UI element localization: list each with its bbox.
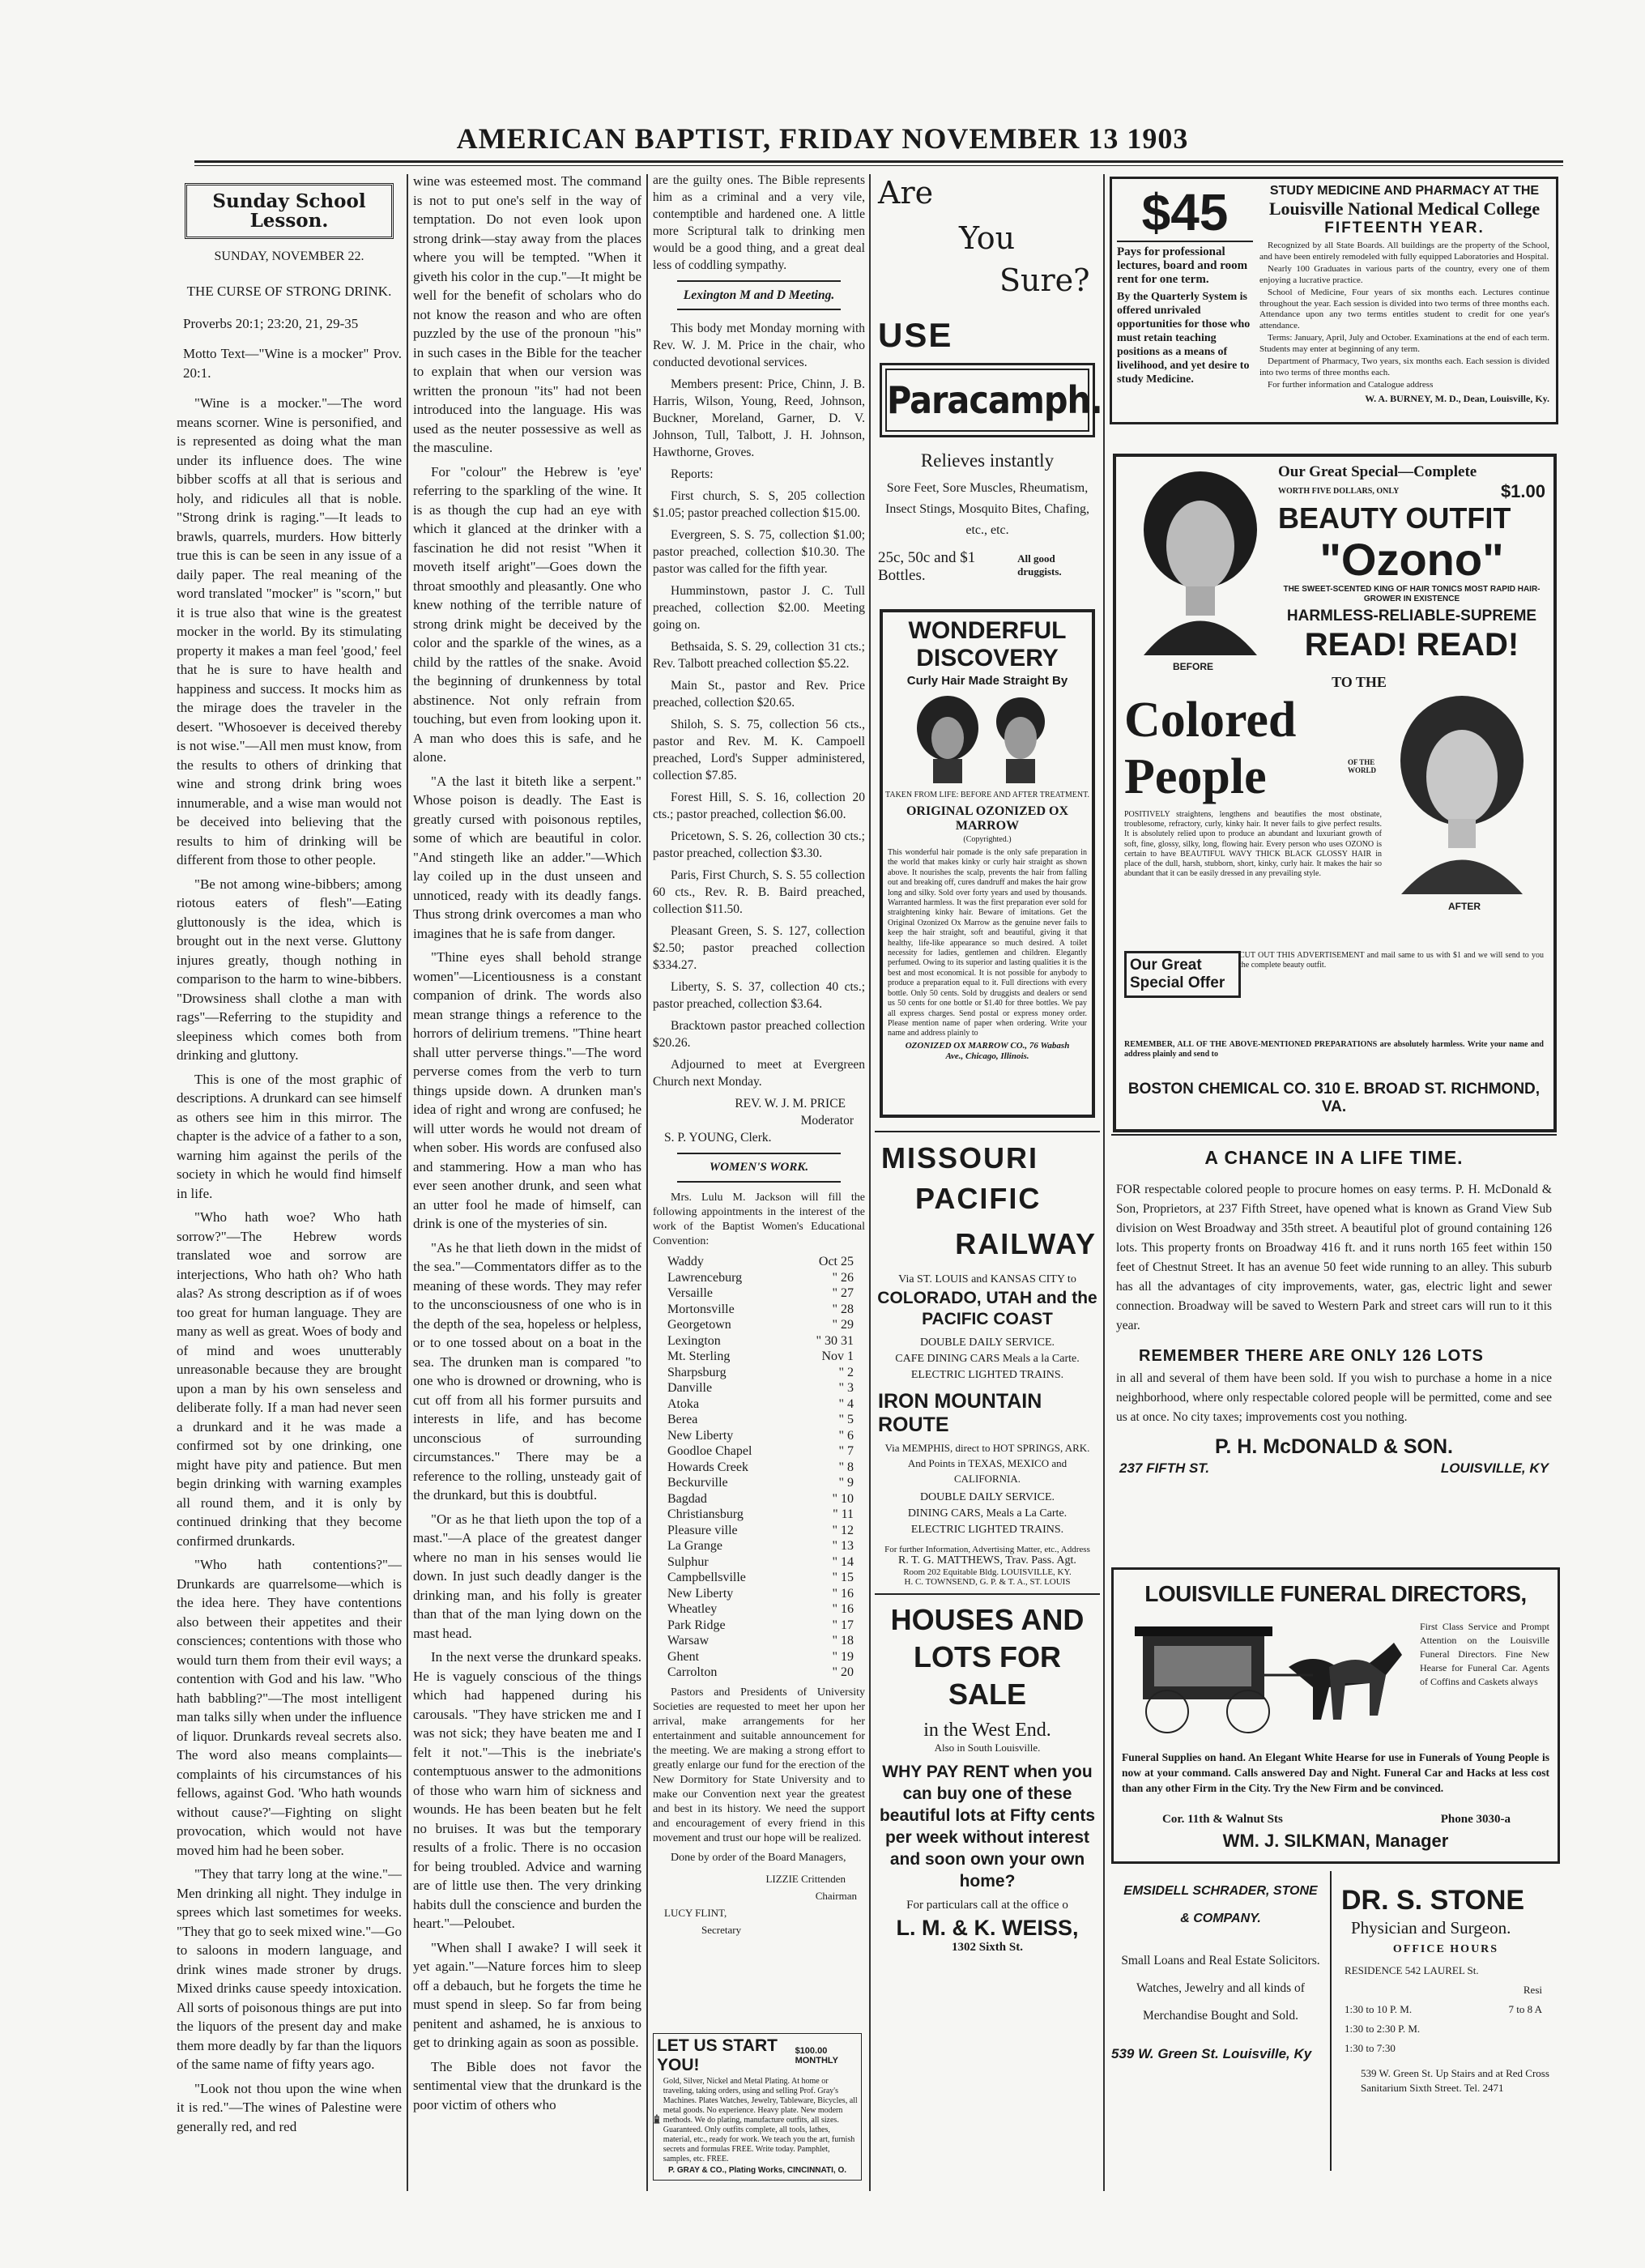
meeting-paragraph: Main St., pastor and Rev. Price preached, collection $20.65.: [653, 679, 865, 710]
mcdonald-street: 237 FIFTH ST.: [1119, 1460, 1210, 1476]
appointment-place: Waddy: [667, 1255, 704, 1268]
funeral-ad: [1111, 1567, 1560, 1864]
particulars-line: For particulars call at the office o: [906, 1899, 1068, 1912]
before-label: BEFORE: [1173, 661, 1214, 672]
remember-lots: REMEMBER THERE ARE ONLY 126 LOTS: [1139, 1347, 1484, 1365]
lesson-paragraph: "Look not thou upon the wine when it is red."—The wines of Palestine were generally red, and red: [177, 2080, 402, 2134]
appointment-place: Lawrenceburg: [667, 1270, 743, 1285]
appointment-row: [667, 1523, 854, 1539]
appointment-row: [667, 1586, 854, 1602]
houses-headline: HOUSES AND LOTS FOR SALE: [890, 1603, 1085, 1711]
med-pays: Pays for professional lectures, board and room rent for one term.: [1117, 245, 1248, 286]
west-end-line: in the West End.: [923, 1720, 1051, 1741]
appointment-row: [667, 1554, 854, 1571]
appointment-date: " 27: [832, 1286, 854, 1300]
womens-paragraph: Done by order of the Board Managers,: [671, 1851, 846, 1864]
appointment-date: " 3: [838, 1381, 854, 1395]
paracamph-box: [880, 363, 1102, 437]
lesson-references: Proverbs 20:1; 23:20, 21, 29-35: [183, 315, 359, 331]
meeting-paragraph: Members present: Price, Chinn, J. B. Harris, Wilson, Young, Reed, Johnson, Buckner, Moreland, Garner, D. V. Johnson, Tull, Talbott, J. H. Johnson, Hawthorne, Groves.: [653, 377, 865, 459]
meeting-paragraph: Reports:: [671, 467, 714, 481]
paracamph-prices: 25c, 50c and $1 Bottles.: [878, 549, 976, 584]
physician-title: Physician and Surgeon.: [1351, 1918, 1511, 1938]
lesson-paragraph: "When shall I awake? I will seek it yet again."—Nature forces him to sleep off a debauch, but he forgets the time he must spend in sleep. So far from being penitent and ashamed, he is anxious to get to drinking again as soon as possible.: [413, 1939, 641, 2050]
office-hours: RESIDENCE 542 LAUREL St. Resi 1:30 to 10 P. M. 7 to 8 A 1:30 to 2:30 P. M. 1:30 to 7:30: [1345, 1964, 1542, 2054]
appointment-place: Warsaw: [667, 1634, 710, 1648]
appointment-row: [667, 1507, 854, 1523]
appointment-row: [667, 1491, 854, 1507]
appointment-row: [667, 1475, 854, 1491]
appointment-place: Sharpsburg: [667, 1365, 727, 1379]
masthead-rule-thin: [194, 165, 1563, 166]
appointment-date: " 9: [838, 1476, 854, 1490]
appointment-date: " 16: [832, 1602, 854, 1616]
lesson-paragraph: "Who hath woe? Who hath sorrow?"—The Hebrew words translated woe and sorrow are interjections, Who hath oh? Who hath alas? As strong description as if of woes too great for human language. They are many as well as great. Woes of body and of mind and woes unutterably unreasonable because they are brought upon a man by his own senseless and deliberate folly. If a man had never seen a drunkard and it he was made a confirmed sot by one drinking, one might have pity and patience. But men begin drinking with warning examples all round them, and it is only by continued drinking that they become confirmed drunkards.: [177, 1209, 402, 1549]
appointment-date: " 20: [832, 1665, 854, 1679]
plating-footer: P. GRAY & CO., Plating Works, CINCINNATI, O.: [667, 2166, 847, 2175]
appointment-place: Versaille: [667, 1286, 713, 1300]
appointment-place: Danville: [667, 1381, 713, 1395]
appointment-row: [667, 1633, 854, 1649]
appointment-date: " 14: [832, 1554, 854, 1569]
paracamph-logo: Paracamph.: [885, 369, 1089, 432]
lesson-paragraph: In the next verse the drunkard speaks. He is vaguely conscious of the things which had happened during his carousals. "They have stricken me and I was not sick; they have beaten me and I felt it not."—This is the inebriate's contemptuous answer to the admonitions of those who warn him of sickness and wounds. He has been beaten but he felt no bruises. It was but the temporary results of a frolic. There is no occasion for being troubled. Advice and warning are of little use then. The very drinking habits dull the conscience and burden the heart."—Peloubet.: [413, 1649, 641, 1931]
column-sunday-school: [177, 178, 402, 2187]
loans-body: Small Loans and Real Estate Solicitors. Watches, Jewelry and all kinds of Merchandise Bought and Sold.: [1121, 1954, 1320, 2023]
curly-subhead: Curly Hair Made Straight By: [906, 674, 1068, 688]
appointment-place: Beckurville: [667, 1476, 728, 1490]
plating-headline: LET US START YOU!: [657, 2036, 778, 2074]
meeting-paragraph: Forest Hill, S. S. 16, collection 20 cts.; pastor preached, collection $6.00.: [653, 791, 865, 821]
lesson-heading: Sunday School Lesson.: [185, 183, 394, 239]
column-lesson-continued: [413, 172, 641, 2189]
appointment-place: Christiansburg: [667, 1507, 744, 1521]
appointment-date: " 12: [832, 1523, 854, 1537]
funeral-contact: Cor. 11th & Walnut Sts Phone 3030-a: [1162, 1813, 1511, 1826]
use-label: USE: [878, 316, 953, 354]
appointment-date: " 8: [838, 1460, 854, 1474]
medical-college-ad: [1110, 177, 1558, 424]
cut-out-body: CUT OUT THIS ADVERTISEMENT and mail same to us with $1 and we will send to you the complete beauty outfit.: [1239, 951, 1544, 970]
masthead: AMERICAN BAPTIST, FRIDAY NOVEMBER 13 1903: [456, 122, 1189, 155]
appointment-place: New Liberty: [667, 1428, 734, 1443]
beauty-outfit: BEAUTY OUTFIT: [1278, 501, 1511, 535]
intro-paragraph: are the guilty ones. The Bible represents him as a criminal and a very vile, contemptible and hardened one. A little more Scriptural talk to drinking men would be a good thing, and a great deal less of coddling sympathy.: [653, 173, 865, 272]
railway-agent: H. C. TOWNSEND, G. P. & T. A., ST. LOUIS: [904, 1577, 1071, 1587]
railway-room: Room 202 Equitable Bldg. LOUISVILLE, KY.: [903, 1567, 1072, 1577]
appointment-row: [667, 1538, 854, 1554]
appointment-place: Ghent: [667, 1649, 700, 1664]
appointment-place: Mt. Sterling: [667, 1349, 731, 1363]
lots-ad: [1111, 1134, 1557, 1555]
column-ads-middle: [875, 172, 1100, 2189]
funeral-headline: LOUISVILLE FUNERAL DIRECTORS,: [1144, 1581, 1527, 1606]
appointment-row: [667, 1317, 854, 1333]
column-rule: [869, 174, 871, 2191]
ox-marrow-ad: [880, 609, 1095, 1118]
appointment-row: [667, 1349, 854, 1365]
appointment-place: Howards Creek: [667, 1460, 748, 1474]
meeting-paragraph: Adjourned to meet at Evergreen Church next Monday.: [653, 1058, 865, 1089]
loans-firm: EMSIDELL SCHRADER, STONE & COMPANY.: [1123, 1884, 1318, 1925]
meeting-paragraph: First church, S. S, 205 collection $1.05; pastor preached collection $15.00.: [653, 489, 865, 520]
druggists-note: All good druggists.: [1017, 552, 1062, 578]
appointment-date: " 18: [832, 1634, 854, 1648]
meeting-title: Lexington M and D Meeting.: [683, 288, 835, 302]
loans-address: 539 W. Green St. Louisville, Ky: [1111, 2046, 1312, 2061]
railway-service: DOUBLE DAILY SERVICE. CAFE DINING CARS Meals a la Carte. ELECTRIC LIGHTED TRAINS.: [895, 1336, 1080, 1381]
lesson-paragraph: "They that tarry long at the wine."—Men drinking all night. They indulge in sprees which last sometimes for weeks. "They that go to seek mixed wine."—Go to saloons in modern language, and drink wines made stroner by drugs. Mixed drinks cause speedy intoxication. All sorts of poisonous things are put into the liquors of the present day and make them more deadly by far than the liquors of the same name of fifty years ago.: [177, 1866, 402, 2072]
column-rule: [646, 174, 648, 2191]
appointment-place: Park Ridge: [667, 1618, 726, 1632]
appointment-date: " 29: [832, 1318, 854, 1332]
med-signature: W. A. BURNEY, M. D., Dean, Louisville, Ky.: [1365, 392, 1549, 404]
appointment-date: " 15: [832, 1571, 854, 1584]
appointment-row: [667, 1570, 854, 1586]
ozono-title: "Ozono": [1319, 534, 1504, 585]
appointment-date: " 19: [832, 1649, 854, 1664]
appointment-row: [667, 1665, 854, 1681]
lesson-paragraph: "Be not among wine-bibbers; among riotous eaters of flesh"—Eating gluttonously is the idea, which is brought out in the next verse. Gluttony injures greatly, though nothing in comparison to the harm to wine-bibbers. "Drowsiness shall clothe a man with rags"—Referring to the stupidity and sleepiness which comes both from drinking and gluttony.: [177, 876, 402, 1063]
womens-work-title: WOMEN'S WORK.: [709, 1161, 809, 1174]
appointment-place: Berea: [667, 1413, 698, 1426]
appointment-date: " 2: [838, 1365, 854, 1379]
column-rule: [1103, 174, 1105, 2191]
railway-contact: R. T. G. MATTHEWS, Trav. Pass. Agt.: [898, 1554, 1076, 1567]
after-label: AFTER: [1448, 901, 1481, 912]
med-title-1: STUDY MEDICINE AND PHARMACY AT THE: [1269, 184, 1540, 198]
column-rule: [407, 174, 408, 2191]
railway-info: For further Information, Advertising Matter, etc., Address: [884, 1545, 1090, 1554]
lesson-date: SUNDAY, NOVEMBER 22.: [214, 249, 364, 263]
meeting-paragraph: Shiloh, S. S. 75, collection 56 cts., pastor and Rev. M. K. Campoell preached, Lord's Supper administered, collection $7.85.: [653, 718, 865, 782]
ox-marrow-title: ORIGINAL OZONIZED OX MARROW: [906, 804, 1069, 833]
appointment-place: Pleasure ville: [667, 1523, 738, 1537]
lesson-paragraph: This is one of the most graphic of descriptions. A drunkard can see himself as others see him in this mirror. The chapter is the advice of a father to a son, warning him against the perils of the society in which he would find himself in life.: [177, 1071, 402, 1201]
weiss-address: 1302 Sixth St.: [952, 1941, 1023, 1954]
plating-machine-icon: [654, 2075, 660, 2164]
relieves-heading: Relieves instantly: [920, 450, 1055, 471]
taken-caption: TAKEN FROM LIFE: BEFORE AND AFTER TREATMENT.: [885, 791, 1089, 799]
med-title-2: Louisville National Medical College: [1268, 198, 1541, 219]
wonderful-headline: WONDERFUL DISCOVERY: [908, 617, 1067, 671]
hearse-icon: [1127, 1618, 1418, 1740]
relieves-body: Sore Feet, Sore Muscles, Rheumatism, Insect Stings, Mosquito Bites, Chafing, etc., etc.: [885, 481, 1089, 537]
lots-body: in all and several of them have been sold. If you wish to purchase a home in a nice neighborhood, where only respectable colored people will be permitted, come and see us at once. No city taxes; improvements cost you nothing.: [1116, 1371, 1552, 1424]
loans-ad: [1111, 1871, 1332, 2171]
appointment-place: Bagdad: [667, 1491, 707, 1506]
appointment-row: [667, 1396, 854, 1413]
appointment-date: " 6: [838, 1428, 854, 1443]
remember-body: REMEMBER, ALL OF THE ABOVE-MENTIONED PREPARATIONS are absolutely harmless. Write your name and address plainly and send to: [1124, 1040, 1544, 1059]
meeting-paragraph: Bethsaida, S. S. 29, collection 31 cts.; Rev. Talbott preached collection $5.22.: [653, 640, 865, 671]
mcdonald-name: P. H. McDONALD & SON.: [1214, 1435, 1454, 1458]
appointment-row: [667, 1618, 854, 1634]
signature: REV. W. J. M. PRICE: [735, 1097, 846, 1111]
before-portrait-icon: [1127, 465, 1273, 659]
appointment-row: [667, 1254, 854, 1270]
railway-line-3: RAILWAY: [955, 1227, 1097, 1260]
appointment-row: [667, 1428, 854, 1444]
lesson-paragraph: "Thine eyes shall behold strange women"—Licentiousness is a constant companion of drink. The words also mean strange things a reference to the horrors of delirium tremens. "Thine heart shall utter perverse things."—The word perverse comes from the verb to turn things upside down. A drunken man's idea of right and wrong are confused; he will utter words he would not dream of when sober. His words are confused also and stammering. How a man who has ever seen another drunk, and seen what an utter fool he made of himself, can drink is one of the mysteries of sin.: [413, 949, 641, 1231]
appointment-place: La Grange: [667, 1539, 722, 1553]
lesson-paragraph: For "colour" the Hebrew is 'eye' referring to the sparkling of the wine. It is as though the cup had an eye with which it glanced at the drinker with a fascination he did not resist "When it moveth itself aright"—Goes down the throat smoothly and pleasantly. One who knew nothing of the terrible nature of strong drink might be deceived by the color and the sparkle of the wines, as a child by the rattles of the snake. Avoid the beginning of drunkenness by total abstinence. Not only refrain from touching, but even from looking upon it. A man who does this is safe, and he alone.: [413, 463, 641, 765]
signature-title: Moderator: [800, 1114, 854, 1128]
to-the: TO THE: [1332, 674, 1387, 690]
weiss-name: L. M. & K. WEISS,: [896, 1916, 1079, 1940]
meeting-paragraph: This body met Monday morning with Rev. W. J. M. Price in the chair, who conducted devotional services.: [653, 322, 865, 369]
plating-body: Gold, Silver, Nickel and Metal Plating. At home or traveling, taking orders, using and selling Prof. Gray's Machines. Plates Watches, Jewelry, Tableware, Bicycles, all metal goods. No experience. Heavy plate. New modern methods. We do plating, manufacture outfits, all sizes. Guaranteed. Only outfits complete, all tools, lathes, material, etc., ready for work. We teach you the art, furnish secrets and formulas FREE. Write today. Pamphlet, samples, etc. FREE.: [663, 2077, 858, 2164]
womens-intro: Mrs. Lulu M. Jackson will fill the following appointments in the interest of the work of the Baptist Women's Educational Convention:: [653, 1192, 865, 1247]
appointment-place: Wheatley: [667, 1602, 718, 1616]
signature: LUCY FLINT,: [664, 1906, 727, 1919]
harmless-line: HARMLESS-RELIABLE-SUPREME: [1286, 608, 1537, 625]
med-quarterly: By the Quarterly System is offered unrivaled opportunities for those who must retain teaching positions as a means of livelihood, and yet desire to study Medicine.: [1117, 291, 1251, 386]
appointment-row: [667, 1380, 854, 1396]
railway-line-2: PACIFIC: [915, 1182, 1042, 1215]
physician-name: DR. S. STONE: [1341, 1885, 1525, 1916]
plating-amount: $100.00 MONTHLY: [795, 2046, 838, 2066]
appointment-date: " 28: [832, 1302, 854, 1316]
railway-line-1: MISSOURI: [881, 1141, 1039, 1174]
appointment-place: Georgetown: [667, 1318, 731, 1332]
appointment-place: New Liberty: [667, 1586, 734, 1601]
before-after-heads-icon: [883, 688, 1085, 785]
meeting-paragraph: Pleasant Green, S. S. 127, collection $2.50; pastor preached collection $334.27.: [653, 924, 865, 972]
chance-body: FOR respectable colored people to procure homes on easy terms. P. H. McDonald & Son, Proprietors, at 237 Fifth Street, have opened what is known as Grand View Sub division on West Broadway and 35th street. A beautiful plot of ground containing 126 lots. This property fronts on Broadway 416 ft. and it runs north 165 feet within 150 feet of Chestnut Street. It has an avenue 50 feet wide running to an alley. This suburb has all the advantages of city improvements, water, gas, electric light and sewer connection. Broadway will be saved to Western Park and street cars will run to it this year.: [1116, 1183, 1552, 1332]
appointment-place: Sulphur: [667, 1554, 709, 1569]
are-you-sure: Are You Sure?: [878, 175, 1090, 298]
lesson-paragraph: "Or as he that lieth upon the top of a mast."—A place of the greatest danger where no man in his senses would lie down. In just such deadly danger is the drinking man, and his folly is greater than that of the man lying down on the mast head.: [413, 1511, 641, 1641]
beauty-special: Our Great Special—Complete: [1278, 463, 1477, 480]
appointment-date: " 11: [833, 1507, 854, 1521]
appointment-row: [667, 1270, 854, 1286]
lesson-title: THE CURSE OF STRONG DRINK.: [186, 283, 392, 299]
appointment-date: Oct 25: [818, 1255, 854, 1268]
appointment-row: [667, 1412, 854, 1428]
meeting-paragraph: Bracktown pastor preached collection $20.26.: [653, 1019, 865, 1050]
ozono-sub: THE SWEET-SCENTED KING OF HAIR TONICS MOST RAPID HAIR-GROWER IN EXISTENCE: [1283, 585, 1541, 603]
appointment-place: Carrolton: [667, 1665, 718, 1679]
signature-title: Secretary: [701, 1923, 742, 1936]
after-portrait-icon: [1385, 688, 1539, 898]
boston-chemical: BOSTON CHEMICAL CO. 310 E. BROAD ST. RICHMOND, VA.: [1127, 1081, 1541, 1115]
appointment-place: Lexington: [667, 1333, 721, 1348]
meeting-paragraph: Evergreen, S. S. 75, collection $1.00; pastor preached, collection $10.30. The pastor was called for the fifth year.: [653, 528, 865, 576]
chance-headline: A CHANCE IN A LIFE TIME.: [1204, 1147, 1464, 1168]
masthead-rule: [194, 160, 1563, 163]
appointment-place: Atoka: [667, 1396, 700, 1411]
appointment-date: " 30 31: [816, 1333, 854, 1348]
med-title-3: FIFTEENTH YEAR.: [1324, 220, 1485, 237]
appointment-row: [667, 1443, 854, 1460]
appointment-date: " 5: [838, 1413, 854, 1426]
appointment-date: " 16: [832, 1586, 854, 1601]
physician-card: [1336, 1871, 1555, 2171]
appointment-row: [667, 1333, 854, 1349]
meeting-paragraph: Liberty, S. S. 37, collection 40 cts.; pastor preached, collection $3.64.: [653, 980, 865, 1011]
lesson-paragraph: "Wine is a mocker."—The word means scorner. Wine is personified, and is represented as doing what the man under its influence does. The wine bibber scoffs at all that is serious and holy, and ridicules all that is noble. "Strong drink is raging."—It leads to brawls, quarrels, murders. How bitterly true this is can be seen in any issue of a daily paper. The real meaning of the word translated "mocker" is "scorn," but it is true also that wine is the greatest mocker in the world. By its stimulating property it makes a man feel 'good,' feel that he is sure to have health and happiness and success. It mocks him as the mirage does the traveler in the desert. "Whosoever is deceived thereby is not wise."—All men must know, from the results to others of drinking that wine and strong drink bring woes innumerable, and a wise man would not be deceived into believing that the results to him of drinking will be different from those to other people.: [177, 395, 402, 868]
special-offer-box: Our Great Special Offer: [1124, 951, 1241, 998]
appointment-date: " 7: [838, 1444, 854, 1458]
appointment-date: " 4: [838, 1396, 854, 1411]
beauty-worth: WORTH FIVE DOLLARS, ONLY: [1278, 487, 1400, 496]
appointment-date: " 13: [832, 1539, 854, 1553]
signature-title: Chairman: [815, 1889, 857, 1902]
beauty-price: $1.00: [1500, 481, 1545, 501]
railway-destinations: COLORADO, UTAH and the PACIFIC COAST: [877, 1289, 1097, 1328]
appointment-place: Campbellsville: [667, 1571, 746, 1584]
ozono-ad: [1113, 454, 1557, 1132]
appointments-table: [667, 1254, 854, 1681]
meeting-paragraph: Paris, First Church, S. S. 55 collection 60 cts., Rev. R. B. Baird preached, collection $11.50.: [653, 868, 865, 916]
ox-marrow-body: This wonderful hair pomade is the only safe preparation in the world that makes kinky or curly hair straight as shown above. It nourishes the scalp, prevents the hair from falling out and breaking off, cures dandruff and makes the hair grow long and silky. Sold over forty years and used by thousands. Warranted harmless. It was the first preparation ever sold for straightening kinky hair. Beware of imitations. Get the Original Ozonized Ox Marrow as the genuine never fails to keep the hair straight, soft and beautiful, giving it that healthy, life-like appearance so much desired. A toilet necessity for ladies, gentlemen and children. Elegantly perfumed. Owing to its superior and lasting qualities it is the best and most economical. It is not possible for anybody to produce a preparation equal to it. Full directions with every bottle. Only 50 cents. Sold by druggists and dealers or send us 50 cents for one bottle or $1.40 for three bottles. We pay all express charges. Send postal or express money order. Please mention name of paper when ordering. Write your name and address plainly to: [888, 848, 1087, 1038]
appointment-row: [667, 1601, 854, 1618]
read-read: READ! READ!: [1304, 627, 1519, 663]
colored-word: Colored: [1124, 693, 1297, 748]
motto-text: Motto Text—"Wine is a mocker" Prov. 20:1.: [183, 346, 402, 381]
office-hours-heading: OFFICE HOURS: [1392, 1943, 1499, 1955]
lesson-paragraph: wine was esteemed most. The command is not to put one's self in the way of temptation. Do not even look upon strong drink—stay away from the places where you will be tempted. "When it giveth his color in the cup."—It might be well for the benefit of scholars who do not know the reason and who are often puzzled by the use of the pronoun "his" in such cases in the Bible for the teacher to explain that when our version was written the pronoun "its" had not been introduced into the language. His was used as the neuter possessive as well as the masculine.: [413, 173, 641, 455]
appointment-row: [667, 1460, 854, 1476]
appointment-row: [667, 1649, 854, 1665]
ozono-body: POSITIVELY straightens, lengthens and beautifies the most obstinate, troublesome, refractory, curly, kinky hair. It never fails to give perfect results. It is absolutely relied upon to produce an abundant and luxuriant growth of soft, fine, glossy, silky, long, flowing hair. Every person who uses OZONO is certain to have BEAUTIFUL WAVY THICK BLACK GLOSSY HAIR in place of the dull, harsh, stubborn, short, kinky, curly hair. It makes the hair so abundant that it can be easily dressed in any prevailing style.: [1124, 810, 1382, 879]
column-meetings: [653, 172, 865, 2189]
physician-address: 539 W. Green St. Up Stairs and at Red Cross Sanitarium Sixth Street. Tel. 2471: [1361, 2067, 1549, 2094]
med-body: Recognized by all State Boards. All buildings are the property of the School, and have been entirely remodeled with fully equipped Laboratories and Hospital. Nearly 100 Graduates in various parts of the country, every one of them enjoying a lucrative practice. School of Medicine, Four years of six months each. Lectures continue throughout the year. Each session is divided into two terms of three months each. Attendance upon any two terms entitles student to credit for one year's attendance. Terms: January, April, July and October. Examinations at the end of each term. Students may enter at beginning of any term. Department of Pharmacy, Two years, six months each. Each session is divided into two terms of three months each. For further information and Catalogue address: [1259, 241, 1549, 390]
funeral-manager: WM. J. SILKMAN, Manager: [1222, 1831, 1449, 1851]
plating-ad: [653, 2033, 862, 2181]
south-louisville-line: Also in South Louisville.: [934, 1742, 1041, 1754]
lesson-paragraph: The Bible does not favor the sentimental view that the drunkard is the poor victim of others who: [413, 2058, 641, 2112]
appointment-date: " 10: [832, 1491, 854, 1506]
med-price: $45: [1117, 184, 1253, 242]
appointment-row: [667, 1302, 854, 1318]
appointment-date: " 26: [832, 1270, 854, 1285]
signature: LIZZIE Crittenden: [765, 1872, 846, 1885]
copyright-note: (Copyrighted.): [963, 835, 1012, 844]
appointment-date: Nov 1: [821, 1349, 854, 1363]
why-pay-rent: WHY PAY RENT when you can buy one of these beautiful lots at Fifty cents per week without interest and soon own your own home?: [879, 1763, 1096, 1891]
railway-via: Via ST. LOUIS and KANSAS CITY to: [898, 1273, 1076, 1285]
funeral-side-text: First Class Service and Prompt Attention on the Louisville Funeral Directors. Fine New Hearse for Funeral Car. Agents of Coffins and Caskets always: [1420, 1621, 1549, 1687]
iron-via: Via MEMPHIS, direct to HOT SPRINGS, ARK. And Points in TEXAS, MEXICO and CALIFORNIA.: [884, 1442, 1090, 1485]
signature: S. P. YOUNG, Clerk.: [664, 1131, 772, 1145]
mcdonald-city: LOUISVILLE, KY: [1440, 1460, 1549, 1476]
lesson-paragraph: "As he that lieth down in the midst of the sea."—Commentators differ as to the meaning of these words. They may refer to the unconsciousness of one who is in the depth of the sea, hopeless or helpless, or to one tossed about on a boat in the sea. The drunken man is compared "to one who is drowned or drowning, who is cut off from all his former pursuits and interests in life, and has become unconscious of surrounding circumstances." There may be a reference to the rolling, unsteady gait of the drunkard, but this is doubtful.: [413, 1239, 641, 1503]
ox-marrow-address: OZONIZED OX MARROW CO., 76 Wabash Ave., Chicago, Illinois.: [905, 1040, 1070, 1061]
people-word: People: [1124, 749, 1267, 804]
meeting-paragraph: Pricetown, S. S. 26, collection 30 cts.; pastor preached, collection $3.30.: [653, 829, 865, 860]
appointment-place: Goodloe Chapel: [667, 1444, 752, 1458]
iron-service: DOUBLE DAILY SERVICE. DINING CARS, Meals a La Carte. ELECTRIC LIGHTED TRAINS.: [907, 1491, 1068, 1536]
womens-paragraph: Pastors and Presidents of University Societies are requested to meet her upon her arrival, make arrangements for her entertainment and suitable announcement for the meeting. We are making a strong effort to greatly enlarge our fund for the erection of the New Dormitory for State University and to make our Convention next year the greatest and best in its history. We need the support and encouragement of every friend in this movement and trust our hope will be realized.: [653, 1686, 865, 1844]
appointment-place: Mortonsville: [667, 1302, 735, 1316]
funeral-body: Funeral Supplies on hand. An Elegant White Hearse for use in Funerals of Young People is now at your command. Calls answered Day and Night. Funeral Car and Hacks at less cost than any other Firm in the City. Try the New Firm and be convinced.: [1122, 1751, 1549, 1794]
lesson-paragraph: "A the last it biteth like a serpent." Whose poison is deadly. The East is greatly cursed with poisonous reptiles, some of which are beautiful in color. "And stingeth like an adder."—Which lay coiled up in the dust unseen and unnoticed, ready with its deadly fangs. Thus strong drink overcomes a man who imagines that he is safe from danger.: [413, 773, 641, 941]
iron-mountain-route: IRON MOUNTAIN ROUTE: [878, 1390, 1042, 1436]
lesson-paragraph: "Who hath contentions?"—Drunkards are quarrelsome—which is the idea here. They have contentions also between their appetites and their consciences; contentions with those who would turn them from their evil ways; a contention with God and his law. "Who hath babbling?"—The most intelligent man talks silly when under the influence of liquor. Drunkards reveal secrets also. The word also means complaints—complaints of his circumstances of his fellows, against God. 'Who hath wounds without cause?'—Fighting on slight provocation, which would not have moved him had he been sober.: [177, 1557, 402, 1858]
meeting-paragraph: Humminstown, pastor J. C. Tull preached, collection $2.00. Meeting going on.: [653, 584, 865, 632]
of-the-world: OF THE WORLD: [1348, 758, 1377, 774]
appointment-row: [667, 1365, 854, 1381]
appointment-date: " 17: [832, 1618, 854, 1632]
appointment-row: [667, 1285, 854, 1302]
